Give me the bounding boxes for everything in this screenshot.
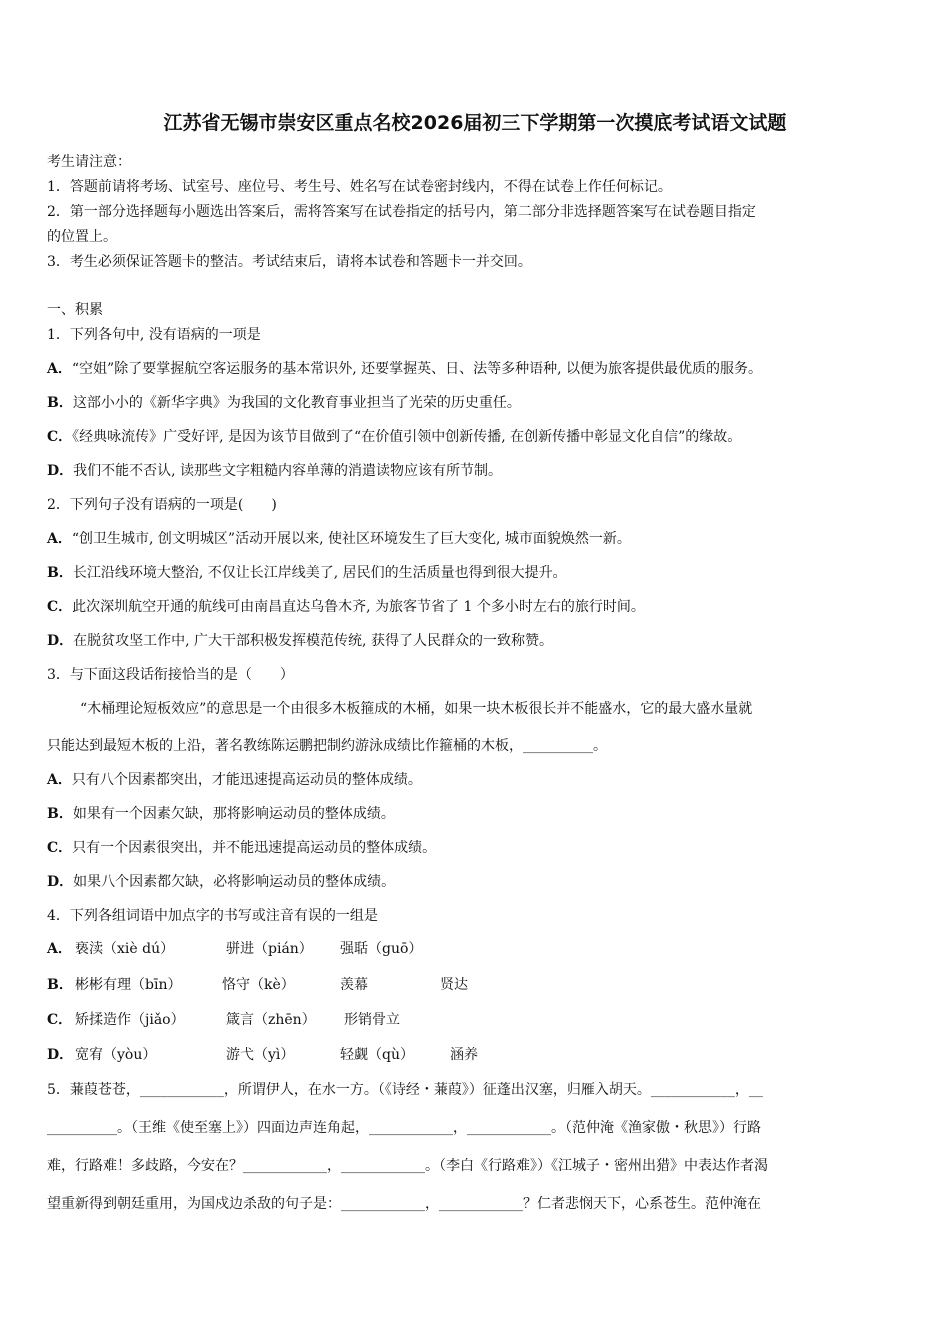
- word-item: 贤达: [440, 977, 468, 993]
- question-stem: 1．下列各句中, 没有语病的一项是: [47, 327, 261, 343]
- option-letter: B．: [47, 395, 73, 411]
- option: [47, 359, 762, 379]
- option-text: 我们不能不否认, 读那些文字粗糙内容单薄的消遣读物应该有所节制。: [73, 463, 503, 479]
- option-text: 在脱贫攻坚工作中, 广大干部积极发挥模范传统, 获得了人民群众的一致称赞。: [73, 633, 553, 649]
- word-item: 骈进（pián）: [226, 941, 313, 957]
- question-stem: 2．下列句子没有语病的一项是( ): [47, 497, 277, 513]
- notice-item: 3．考生必须保证答题卡的整洁。考试结束后，请将本试卷和答题卡一并交回。: [47, 254, 532, 270]
- option-letter: A．: [47, 941, 72, 957]
- option: [47, 461, 502, 481]
- word-item: 箴言（zhēn）: [226, 1012, 316, 1028]
- option-letter: A．: [47, 772, 72, 788]
- section-heading: 一、积累: [47, 302, 103, 318]
- option-letter: A．: [47, 531, 72, 547]
- option-letter: D．: [47, 633, 74, 649]
- page-title: 江苏省无锡市崇安区重点名校2026届初三下学期第一次摸底考试语文试题: [163, 112, 787, 134]
- word-item: 羡幕: [340, 977, 368, 993]
- option: [47, 631, 553, 651]
- option-text: 《经典咏流传》广受好评, 是因为该节目做到了“在价值引领中创新传播, 在创新传播中彰显文化自信”的缘故。: [72, 429, 742, 445]
- word-item: 游弋（yì）: [226, 1047, 295, 1063]
- option-text: 此次深圳航空开通的航线可由南昌直达乌鲁木齐, 为旅客节省了 1 个多小时左右的旅行时间。: [72, 599, 645, 615]
- notice-item: 2．第一部分选择题每小题选出答案后，需将答案写在试卷指定的括号内，第二部分非选择题答案写在试卷题目指定: [47, 204, 756, 220]
- option-text: “创卫生城市, 创文明城区”活动开展以来, 使社区环境发生了巨大变化, 城市面貌焕然一新。: [71, 531, 631, 547]
- word-item: 形销骨立: [344, 1012, 400, 1028]
- option-letter: B．: [47, 977, 73, 993]
- option-text: 只有一个因素很突出，并不能迅速提高运动员的整体成绩。: [72, 840, 437, 856]
- option: [47, 597, 645, 617]
- word-item: 彬彬有理（bīn）: [75, 977, 182, 993]
- option-letter: D．: [47, 463, 74, 479]
- option-letter: B．: [47, 806, 73, 822]
- word-item: 宽宥（yòu）: [75, 1047, 157, 1063]
- question-line: 5．蒹葭苍苍，____________，所谓伊人，在水一方。（《诗经・蒹葭》）征蓬出汉塞，归雁入胡天。____________，__: [47, 1082, 763, 1098]
- option-letter: D．: [47, 1047, 74, 1063]
- word-item: 轻觑（qù）: [340, 1047, 414, 1063]
- word-item: 涵养: [450, 1047, 478, 1063]
- option-text: 如果有一个因素欠缺，那将影响运动员的整体成绩。: [72, 806, 395, 822]
- word-item: 亵渎（xiè dú）: [75, 941, 175, 957]
- question-stem: 4．下列各组词语中加点字的书写或注音有误的一组是: [47, 908, 378, 924]
- word-item: 矫揉造作（jiǎo）: [75, 1012, 185, 1028]
- notice-item: 的位置上。: [47, 229, 117, 245]
- option: [47, 872, 395, 892]
- word-item: 恪守（kè）: [222, 977, 295, 993]
- option-text: 如果八个因素都欠缺，必将影响运动员的整体成绩。: [73, 874, 396, 890]
- option: [47, 838, 436, 858]
- passage-line: 只能达到最短木板的上沿，著名教练陈运鹏把制约游泳成绩比作箍桶的木板，__________。: [47, 738, 607, 754]
- option-letter: C．: [47, 840, 73, 856]
- option-text: “空姐”除了要掌握航空客运服务的基本常识外, 还要掌握英、日、法等多种语种, 以便为旅客提供最优质的服务。: [71, 361, 762, 377]
- option-text: 长江沿线环境大整治, 不仅让长江岸线美了, 居民们的生活质量也得到很大提升。: [72, 565, 567, 581]
- option-letter: B．: [47, 565, 73, 581]
- option: [47, 529, 631, 549]
- option-letter: A．: [47, 361, 72, 377]
- option: [47, 427, 741, 447]
- option: [47, 393, 521, 413]
- question-stem: 3．与下面这段话衔接恰当的是（ ）: [47, 667, 294, 683]
- option: [47, 804, 395, 824]
- option-letter: C．: [47, 1012, 73, 1028]
- notice-heading: 考生请注意：: [47, 154, 131, 170]
- option-letter: D．: [47, 874, 74, 890]
- option-letter: C．: [47, 599, 73, 615]
- question-line: 难，行路难！多歧路，今安在？____________，____________。（李白《行路难》）《江城子・密州出猎》中表达作者渴: [47, 1158, 768, 1174]
- notice-item: 1．答题前请将考场、试室号、座位号、考生号、姓名写在试卷密封线内，不得在试卷上作任何标记。: [47, 179, 672, 195]
- option: [47, 770, 422, 790]
- option-text: 这部小小的《新华字典》为我国的文化教育事业担当了光荣的历史重任。: [72, 395, 521, 411]
- passage-line: “木桶理论短板效应”的意思是一个由很多木板箍成的木桶，如果一块木板很长并不能盛水，它的最大盛水量就: [80, 701, 753, 717]
- option-letter: C．: [47, 429, 73, 445]
- word-item: 强聒（guō）: [340, 941, 423, 957]
- option-text: 只有八个因素都突出，才能迅速提高运动员的整体成绩。: [71, 772, 422, 788]
- question-line: 望重新得到朝廷重用，为国戍边杀敌的句子是：____________，____________？仁者悲悯天下，心系苍生。范仲淹在: [47, 1196, 761, 1212]
- option: [47, 563, 567, 583]
- question-line: __________。（王维《使至塞上》）四面边声连角起，____________，____________。（范仲淹《渔家傲・秋思》）行路: [47, 1120, 761, 1136]
